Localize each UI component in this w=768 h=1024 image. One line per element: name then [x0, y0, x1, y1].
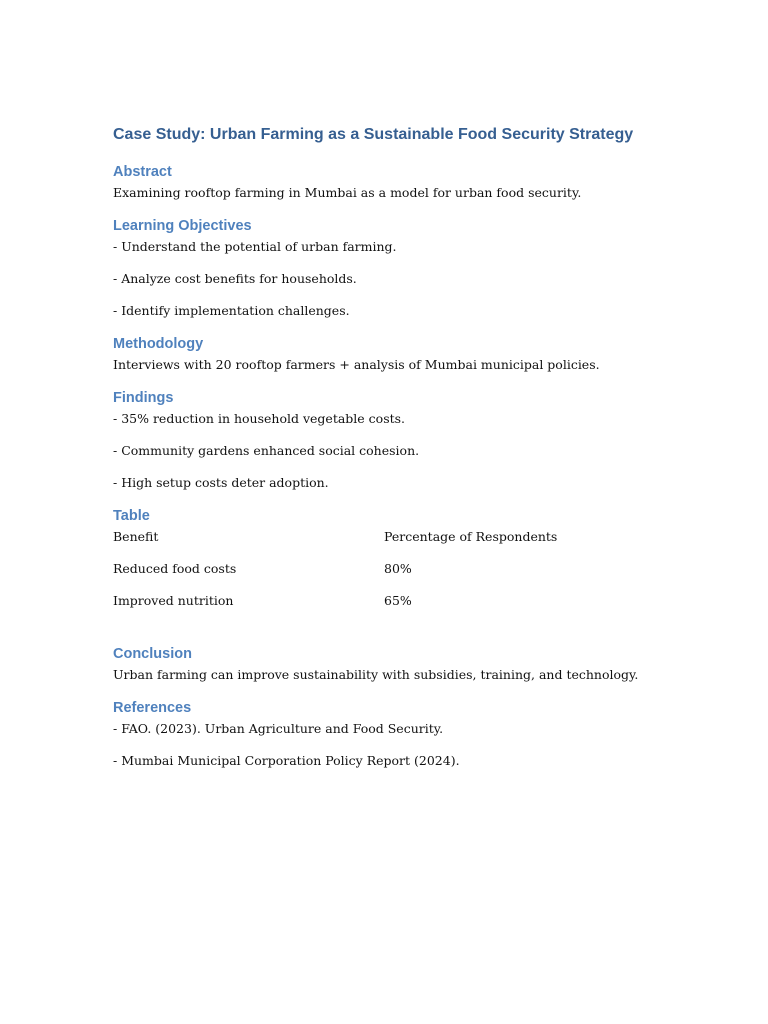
conclusion-section	[113, 644, 673, 684]
table-header-cell: Percentage of Respondents	[384, 529, 558, 544]
abstract-heading: Abstract	[113, 164, 172, 180]
table-heading: Table	[113, 508, 150, 524]
methodology-heading: Methodology	[113, 336, 204, 352]
list-item: - Analyze cost benefits for households.	[113, 271, 357, 286]
conclusion-heading: Conclusion	[113, 646, 192, 662]
list-item: - 35% reduction in household vegetable costs.	[113, 411, 406, 426]
table-section	[113, 506, 673, 624]
references-heading: References	[113, 700, 192, 716]
table-cell: 80%	[384, 561, 412, 576]
learning-objectives-list	[113, 238, 673, 320]
list-item: - Mumbai Municipal Corporation Policy Report (2024).	[113, 753, 460, 768]
findings-list	[113, 410, 673, 492]
document-page	[113, 124, 673, 784]
learning-objectives-section	[113, 216, 673, 320]
table-cell: 65%	[384, 593, 412, 608]
abstract-section	[113, 162, 673, 202]
table-cell: Reduced food costs	[113, 561, 237, 576]
table-header-row	[113, 528, 658, 560]
findings-section	[113, 388, 673, 492]
conclusion-text: Urban farming can improve sustainability with subsidies, training, and technology.	[113, 667, 639, 682]
table-row	[113, 592, 658, 624]
document-title: Case Study: Urban Farming as a Sustainable Food Security Strategy	[113, 126, 634, 143]
table-row	[113, 560, 658, 592]
list-item: - Community gardens enhanced social cohesion.	[113, 443, 420, 458]
methodology-text: Interviews with 20 rooftop farmers + analysis of Mumbai municipal policies.	[113, 357, 600, 372]
learning-objectives-heading: Learning Objectives	[113, 218, 252, 234]
list-item: - Understand the potential of urban farming.	[113, 239, 397, 254]
references-section	[113, 698, 673, 770]
abstract-text: Examining rooftop farming in Mumbai as a model for urban food security.	[113, 185, 582, 200]
list-item: - FAO. (2023). Urban Agriculture and Food Security.	[113, 721, 444, 736]
findings-heading: Findings	[113, 390, 174, 406]
benefits-table	[113, 528, 658, 624]
references-list	[113, 720, 673, 770]
table-cell: Improved nutrition	[113, 593, 234, 608]
list-item: - Identify implementation challenges.	[113, 303, 350, 318]
table-header-cell: Benefit	[113, 529, 159, 544]
list-item: - High setup costs deter adoption.	[113, 475, 329, 490]
methodology-section	[113, 334, 673, 374]
